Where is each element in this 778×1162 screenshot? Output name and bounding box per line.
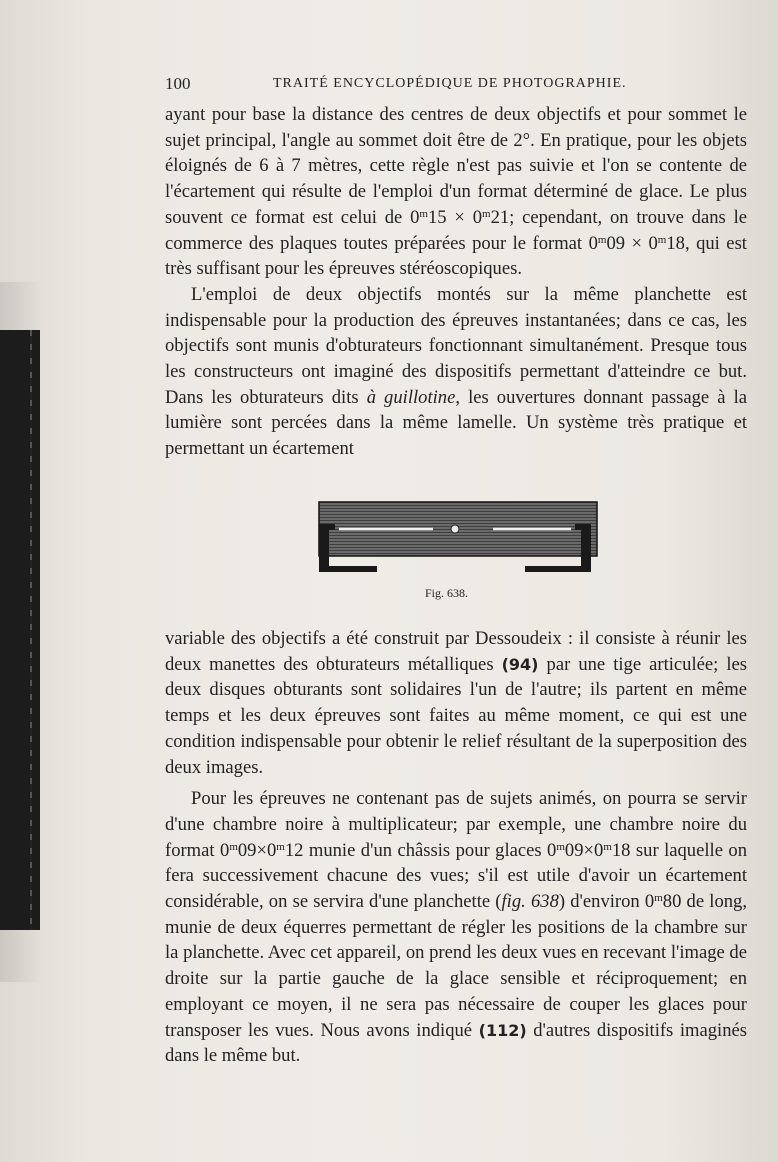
left-foot: [319, 558, 377, 572]
italic-term: à guillotine: [366, 386, 456, 408]
figure-reference: fig. 638: [501, 891, 559, 913]
cross-reference: (112): [478, 1020, 527, 1040]
paragraph-4: Pour les épreuves ne contenant pas de sujets animés, on pourra se servir d'une chambre noire à multiplicateur; par exemple, une chambre noire du format $0^m09\times 0^m12$ munie d'un châssis pour glaces $0^m09\times 0^m18$ sur laquelle on fera successivement chacune des vues; s'il est utile d'avoir un écartement considérable, on se servira d'une planchette (fig. 638) d'environ 0$^m$80 de long, munie de deux équerres permettant de régler les positions de la chambre sur la planchette. Avec cet appareil, on prend les deux vues en recevant l'image de droite sur la partie gauche de la glace sensible et réciproquement; en employant ce moyen, il ne sera pas nécessaire de couper les glaces pour transposer les vues. Nous avons indiqué (112) d'autres dispositifs imaginés dans le même but.: [165, 788, 747, 1067]
right-foot: [525, 558, 591, 572]
text-block-bottom: [165, 626, 747, 1069]
paragraph-2: L'emploi de deux objectifs montés sur la même planchette est indispensable pour la production des épreuves instantanées; dans ce cas, les objectifs sont munis d'obturateurs fonctionnant simultanément. Presque tous les constructeurs ont imaginé des dispositifs permettant d'atteindre ce but. Dans les obturateurs dits à guillotine, les ouvertures donnant passage à la lumière sont percées dans la même lamelle. Un système très pratique et permettant un écartement: [165, 283, 747, 460]
center-screw: [451, 525, 459, 533]
cross-reference: (94): [501, 654, 539, 674]
figure-caption: Fig. 638.: [425, 586, 469, 600]
figure-638: [315, 496, 601, 580]
running-header: [165, 74, 747, 98]
right-square: [581, 524, 591, 558]
paragraph-1: ayant pour base la distance des centres de deux objectifs et pour sommet le sujet principal, l'angle au sommet doit être de 2°. En pratique, pour les objets éloignés de 6 à 7 mètres, cette règle n'est pas suivie et l'on se contente de l'écartement qui résulte de l'emploi d'un format déterminé de glace. Le plus souvent ce format est celui de $0^m15 \times 0^m21$; cependant, on trouve dans le commerce des plaques toutes préparées pour le format $0^m09 \times 0^m18$, qui est très suffisant pour les épreuves stéréoscopiques.: [165, 104, 747, 280]
text-block-top: [165, 102, 747, 462]
book-spine: [0, 330, 40, 930]
running-title: TRAITÉ ENCYCLOPÉDIQUE DE PHOTOGRAPHIE.: [273, 76, 627, 91]
page-number: 100: [165, 74, 191, 93]
left-square: [319, 524, 329, 558]
paragraph-3: variable des objectifs a été construit par Dessoudeix : il consiste à réunir les deux manettes des obturateurs métalliques (94) par une tige articulée; les deux disques obturants sont solidaires l'un de l'autre; ils partent en même temps et les deux épreuves sont faites au même moment, ce qui est une condition indispensable pour obtenir le relief résultant de la superposition des deux images.: [165, 628, 747, 778]
